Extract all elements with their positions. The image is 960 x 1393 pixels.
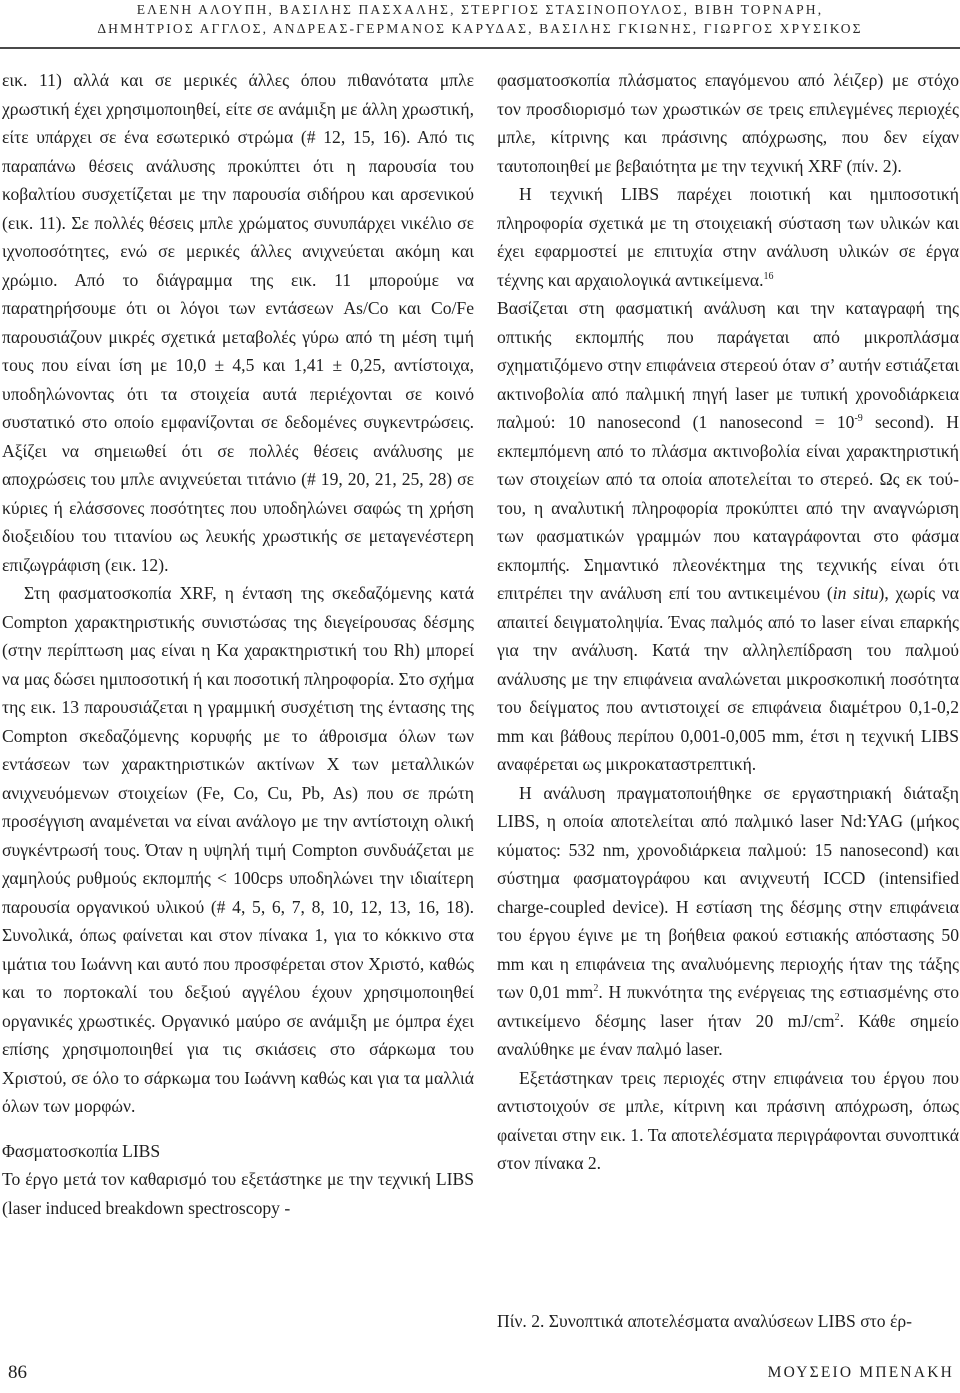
paragraph: Το έργο μετά τον καθαρισμό του εξετάστηκε με την τεχνική LIBS (laser induced breakdown spectroscopy - (2, 1169, 474, 1218)
paragraph-text: Η ανάλυση πραγματοποιήθηκε σε εργαστηριακή διάταξη LIBS, η οποία αποτελείται από παλμικό laser Nd:YAG (μήκος κύματος: 532 nm, χρονοδιάρκεια παλμού: 15 nanosecond) και σύστημα φασματογράφου και ανιχνευτή ICCD (intensified charge-coupled device). Η εστίαση της δέσμης στην επιφάνεια του έργου έγινε με τη βοήθεια φακού εστιακής απόστασης 50 mm και η επιφάνεια της αναλυόμενης περιοχής ήταν της τάξης των 0,01 mm (497, 782, 959, 1002)
table-caption: Πίν. 2. Συνοπτικά αποτελέσματα αναλύσεων LIBS στο έρ- (497, 1311, 913, 1331)
paragraph (497, 180, 959, 294)
footnote-ref: 16 (763, 270, 774, 282)
exponent: 2 (593, 983, 599, 995)
running-head (0, 0, 960, 38)
publication-title: ΜΟΥΣΕΙΟ ΜΠΕΝΑΚΗ (767, 1364, 954, 1381)
paragraph: εικ. 11) αλλά και σε μερικές άλλες όπου πιθανότατα μπλε χρωστική έχει χρησιμοποιηθεί, είτε σε ανάμιξη με άλλη χρωστική, είτε υπάρχει σε ένα εσωτερικό στρώμα (# 12, 15, 16). Από τις παραπάνω θέσεις ανάλυσης προκύπτει ότι η παρουσία του κοβαλτίου συσχετίζεται με την παρουσία σιδήρου και αρσενικού (εικ. 11). Σε πολλές θέσεις μπλε χρώματος συνυπάρχει νικέλιο σε ιχνοποσότητες, ενώ σε μερικές άλλες ανιχνεύεται ακόμη και χρώμιο. Από το διάγραμμα της εικ. 11 μπορούμε να παρατηρήσουμε ότι οι λόγοι των εντάσεων As/Co και Co/Fe παρουσιάζουν μικρές σχετικά μεταβολές γύρω από τη μέση τιμή τους που είναι ίση με 10,0 ± 4,5 και 1,41 ± 0,25, αντίστοιχα, υποδηλώνοντας ότι τα στοιχεία αυτά περιέχονται σε κοινό συστατικό στο οποίο εμφανίζονται σε δεδομένες συγκεντρώσεις. Αξίζει να σημειωθεί ότι σε πολλές θέσεις ανάλυσης με αποχρώσεις του μπλε ανιχνεύεται τιτάνιο (# 19, 20, 21, 25, 28) σε κύριες ή ελάσσονες ποσότητες που υποδηλώνει σαφώς τη χρήση διοξειδίου του τιτανίου ως λευκής χρωστικής σε μεταγενέστερη επιζωγράφιση (εικ. 12). (2, 70, 474, 575)
paragraph (497, 294, 959, 779)
page-number: 86 (8, 1362, 27, 1383)
paragraph-text: . Η πυκνότητα της ενέργειας της εστιασμένης στο αντικείμενο δέσμης laser ήταν 20 mJ/cm (497, 982, 960, 1031)
authors-line-2: ΔΗΜΗΤΡΙΟΣ ΑΓΓΛΟΣ, ΑΝΔΡΕΑΣ-ΓΕΡΜΑΝΟΣ ΚΑΡΥΔΑΣ, ΒΑΣΙΛΗΣ ΓΚΙΩΝΗΣ, ΓΙΩΡΓΟΣ ΧΡΥΣΙΚΟΣ (97, 21, 863, 36)
paragraph: φασματοσκοπία πλάσματος επαγόμενου από λέιζερ) με στόχο τον προσδιορισμό των χρωστικών σε τρεις επιλεγμένες περιοχές μπλε, κίτρινης και πράσινης απόχρωσης, που δεν είχαν ταυτοποιηθεί με βεβαιότητα με την τεχνική XRF (πίν. 2). (497, 70, 959, 176)
paragraph: Εξετάστηκαν τρεις περιοχές στην επιφάνεια του έργου που αντιστοιχούν σε μπλε, κίτρινη και πράσινη απόχρωση, όπως φαίνεται στην εικ. 1. Τα αποτελέσματα περιγράφονται συνοπτικά στον πίνακα 2. (497, 1067, 959, 1173)
left-column (2, 66, 474, 1222)
paragraph-text: ), χωρίς να απαιτεί δειγματοληψία. Ένας παλμός από το laser είναι επαρκής για την ανάλυση. Κατά την αλληλεπίδραση του παλμού ανάλυσης με την επιφάνεια αναλώνεται μικροσκοπική ποσότητα του δείγματος που αντιστοιχεί σε επιφάνεια διαμέτρου 0,1-0,2 mm και βάθους περίπου 0,001-0,005 mm, έτσι η τεχνική LIBS αναφέρεται ως μικροκαταστρεπτική. (497, 583, 959, 774)
paragraph-text: Η τεχνική LIBS παρέχει ποιοτική και ημιποσοτική πληροφορία σχετικά με τη στοιχειακή σύσταση των υλικών και έχει εφαρμοστεί με επιτυχία στην ανάλυση υλικών σε έργα τέχνης και αρχαιολογικά αντικείμενα. (497, 184, 959, 290)
paragraph: Στη φασματοσκοπία XRF, η ένταση της σκεδαζόμενης κατά Compton χαρακτηριστικής συνιστώσας της διεγείρουσας δέσμης (στην περίπτωση μας είναι η Kα χαρακτηριστική του Rh) μπορεί να μας δώσει ημιποσοτική ή και ποσοτική πληροφορία. Στο σχήμα της εικ. 13 παρουσιάζεται η γραμμική συσχέτιση της έντασης της Compton σκεδαζόμενης κορυφής με το άθροισμα όλων των εντάσεων των χαρακτηριστικών ακτίνων X των μεταλλικών ανιχνευόμενων στοιχείων (Fe, Co, Cu, Pb, As) που σε πρώτη προσέγγιση αναμένεται να είναι ανάλογο με την αντίστοιχη ολική συγκέντρωσή τους. Όταν η υψηλή τιμή Compton συνδυάζεται με χαμηλούς ρυθμούς εκπομπής < 100cps υποδηλώνει την ιδιαίτερη παρουσία οργανικού υλικού (# 4, 5, 6, 7, 8, 10, 12, 13, 16, 18). Συνολικά, όπως φαίνεται και στον πίνακα 1, για το κόκκινο στα ιμάτια του Ιωάννη και αυτό που προσφέρεται στον Χριστό, καθώς και το πορτοκαλί του δεξιού αγγέλου έχουν χρησιμοποιηθεί οργανικές χρωστικές. Οργανικό μαύρο σε ανάμιξη με όμπρα έχει επίσης χρησιμοποιηθεί για τις σκιάσεις στο σάρκωμα του Χριστού, σε όλο το σάρκωμα του Ιωάννη καθώς και για τα μαλλιά όλων των μορφών. (2, 583, 474, 1116)
exponent: -9 (854, 413, 863, 425)
section-heading: Φασματοσκοπία LIBS (2, 1140, 161, 1161)
paragraph-text: . Κάθε σημείο αναλύθηκε με έναν παλμό laser. (497, 1010, 959, 1059)
paragraph (497, 779, 959, 1064)
exponent: 2 (834, 1011, 840, 1023)
italic-term: in situ (832, 583, 879, 603)
authors-line-1: ΕΛΕΝΗ ΑΛΟΥΠΗ, ΒΑΣΙΛΗΣ ΠΑΣΧΑΛΗΣ, ΣΤΕΡΓΙΟΣ ΣΤΑΣΙΝΟΠΟΥΛΟΣ, ΒΙΒΗ ΤΟΡΝΑΡΗ, (136, 2, 824, 17)
header-rule (0, 47, 960, 49)
paragraph-text: Βασίζεται στη φασματική ανάλυση και την καταγραφή της οπτικής εκπομπής που παράγεται από μικροπλάσμα σχηματιζόμενο στην επιφάνεια στερεού όταν σ’ αυτήν εστιάζεται ακτινοβολία από παλμική πηγή laser με τυπική χρονοδιάρκεια παλμού: 10 nanosecond (1 nanosecond = 10 (497, 298, 959, 432)
paragraph-text: second). Η εκπεμπόμενη από το πλάσμα ακτινοβολία είναι χαρακτηριστική των στοιχείων από τα οποία αποτελείται το στερεό. Ως εκ τούτου, η αναλυτική πληροφορία προκύπτει από την αναγνώριση των φασματικών γραμμών που καταγράφονται στο φάσμα εκπομπής. Σημαντικό πλεονέκτημα της τεχνικής είναι ότι επιτρέπει την ανάλυση επί του αντικειμένου ( (497, 412, 959, 603)
right-column (497, 66, 959, 1178)
